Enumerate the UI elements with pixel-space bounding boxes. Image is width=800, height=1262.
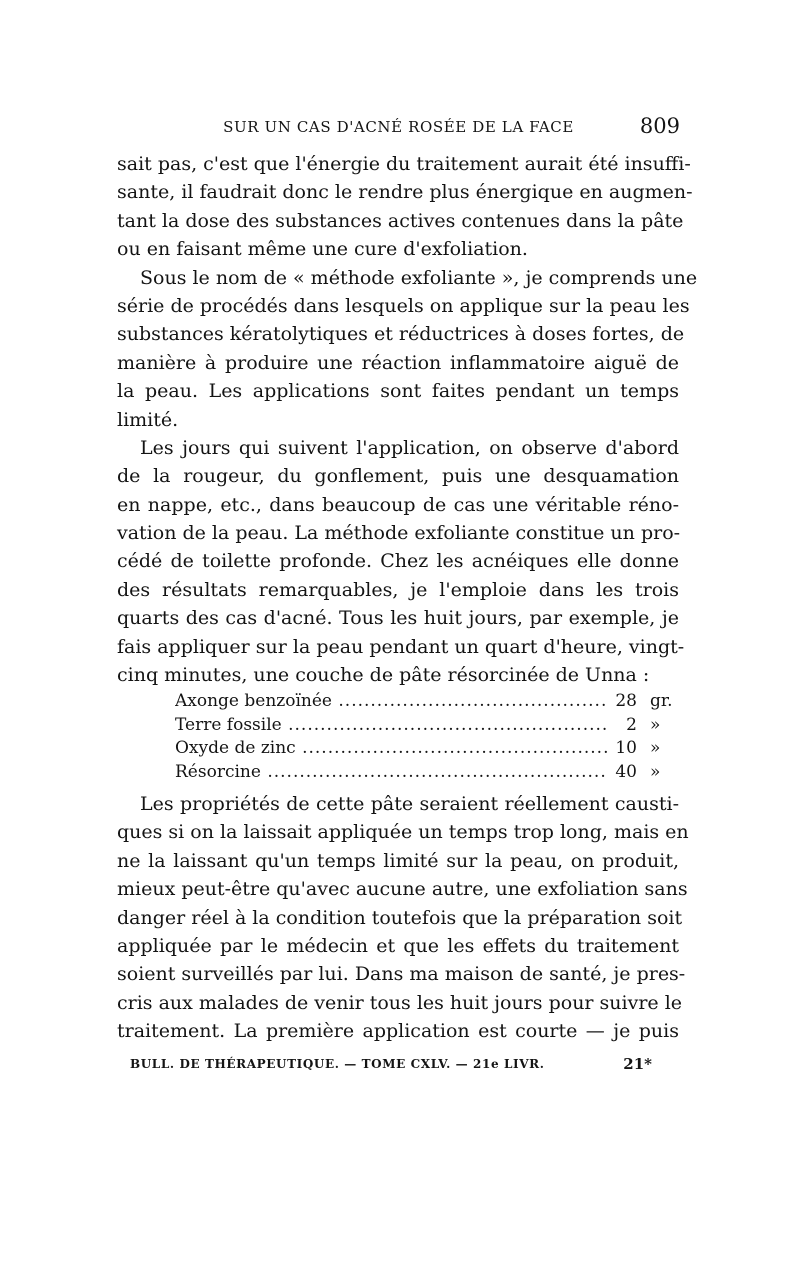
text-line: Les jours qui suivent l'application, on observe d'abord — [140, 436, 679, 459]
text-line: ne la laissant qu'un temps limité sur la peau, on produit, — [117, 849, 679, 872]
ingredient-unit: » — [650, 738, 661, 758]
text-line: manière à produire une réaction inflammatoire aiguë de — [117, 351, 679, 374]
ingredient-quantity: 40 — [615, 761, 637, 782]
text-line: ou en faisant même une cure d'exfoliation. — [117, 238, 528, 261]
text-line: mieux peut-être qu'avec aucune autre, une exfoliation sans — [117, 878, 688, 901]
text-line: des résultats remarquables, je l'emploie dans les trois — [117, 578, 679, 601]
text-line: danger réel à la condition toutefois que la préparation soit — [117, 906, 683, 929]
ingredient-name: Axonge benzoïnée ..... — [175, 690, 607, 714]
text-line: sante, il faudrait donc le rendre plus énergique en augmen- — [117, 181, 693, 204]
formula-row — [117, 761, 679, 785]
prescription-formula — [117, 690, 679, 784]
text-line: sait pas, c'est que l'énergie du traitement aurait été insuffi- — [117, 153, 691, 175]
formula-row — [117, 714, 679, 738]
ingredient-name: Terre fossile ..... — [175, 714, 607, 738]
body-text-bottom — [117, 790, 689, 1046]
text-line: Les propriétés de cette pâte seraient réellement causti- — [140, 793, 679, 815]
text-line: cinq minutes, une couche de pâte résorcinée de Unna : — [117, 664, 650, 687]
text-line: fais appliquer sur la peau pendant un quart d'heure, vingt- — [117, 635, 685, 658]
ingredient-quantity: 28 — [615, 691, 637, 711]
page-number: 809 — [639, 114, 680, 138]
ingredient-name: Résorcine ..... — [175, 761, 607, 785]
ingredient-unit: » — [650, 761, 661, 782]
text-line: cris aux malades de venir tous les huit jours pour suivre le — [117, 991, 683, 1014]
footer-signature-line: BULL. DE THÉRAPEUTIQUE. — TOME CXLV. — 21e LIVR. — [130, 1057, 545, 1071]
text-line: tant la dose des substances actives contenues dans la pâte — [117, 209, 684, 232]
text-line: de la rougeur, du gonflement, puis une desquamation — [117, 465, 679, 488]
text-line: limité. — [117, 408, 179, 431]
text-line: vation de la peau. La méthode exfoliante constitue un pro- — [117, 522, 681, 545]
text-line: cédé de toilette profonde. Chez les acnéiques elle donne — [117, 550, 679, 573]
formula-row — [117, 690, 679, 714]
ingredient-name: Oxyde de zinc ..... — [175, 737, 607, 761]
footer-sheet-number: 21* — [623, 1055, 652, 1073]
text-line: substances kératolytiques et réductrices à doses fortes, de — [117, 323, 685, 346]
text-line: en nappe, etc., dans beaucoup de cas une véritable réno- — [117, 493, 679, 516]
text-line: la peau. Les applications sont faites pendant un temps — [117, 380, 679, 403]
running-title: SUR UN CAS D'ACNÉ ROSÉE DE LA FACE — [223, 118, 574, 136]
page-footer — [130, 1055, 652, 1079]
text-line: ques si on la laissait appliquée un temps trop long, mais en — [117, 821, 689, 844]
text-line: série de procédés dans lesquels on applique sur la peau les — [117, 294, 690, 317]
formula-row — [117, 737, 679, 761]
ingredient-quantity: 10 — [615, 738, 637, 758]
text-line: Sous le nom de « méthode exfoliante », je comprends une — [140, 266, 698, 289]
text-line: soient surveillés par lui. Dans ma maison de santé, je pres- — [117, 963, 686, 986]
text-line: traitement. La première application est courte — je puis — [117, 1020, 679, 1043]
text-line: quarts des cas d'acné. Tous les huit jours, par exemple, je — [117, 607, 679, 630]
text-line: appliquée par le médecin et que les effets du traitement — [117, 934, 679, 957]
ingredient-unit: » — [650, 714, 661, 735]
running-head — [117, 114, 680, 144]
body-text-top — [117, 150, 698, 689]
ingredient-unit: gr. — [650, 691, 673, 711]
ingredient-quantity: 2 — [626, 714, 637, 735]
